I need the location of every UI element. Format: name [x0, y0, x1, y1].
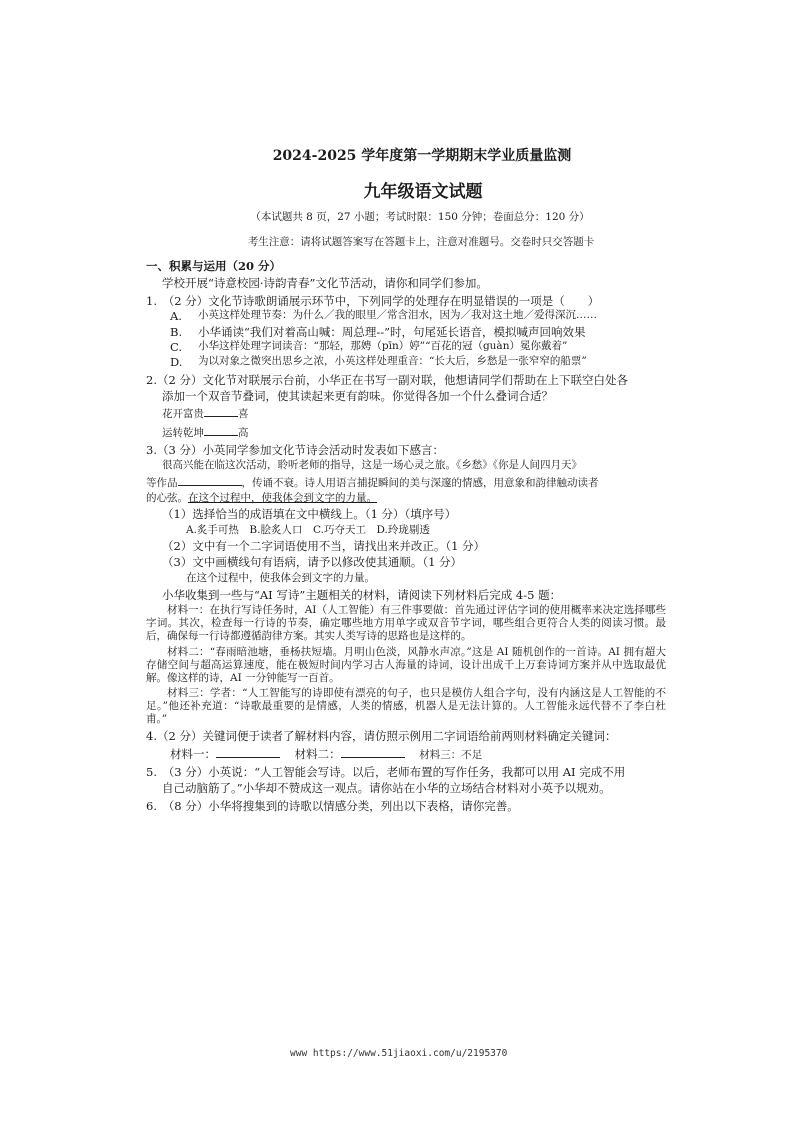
material-1: 材料一：在执行写诗任务时，AI（人工智能）有三件事要做：首先通过评估字词的使用概率来决定选择哪些字词。其次，检查每一行诗的节奏，确定哪些地方用单字或双音节字词，哪些组合更符合人类的阅读习惯。最后，确保每一行诗都遵循韵律方案。其实人类写诗的思路也是这样的。: [146, 604, 666, 643]
question-3-sub-3: （3）文中画横线句有语病，请予以修改使其通顺。（1 分）: [162, 555, 463, 570]
question-4-stem: 4.（2 分）关键词便于读者了解材料内容，请仿照示例用二字词语给前两则材料确定关键词：: [146, 729, 617, 744]
material-2: 材料二：“春雨暗池塘，垂杨扶短墙。月明山色淡，风静水声凉。”这是 AI 随机创作的一首诗。AI 拥有超大存储空间与超高运算速度，能在极短时间内学习古人海量的诗词，设计出成千上万套诗词方案并从中选取最优解。像这样的诗，AI 一分钟能写一百首。: [146, 645, 666, 684]
option-text: 小华这样处理字词读音：“那轻，那娉（pīn）婷”“百花的冠（guàn）冕你戴着”: [198, 339, 568, 352]
answer-blank[interactable]: [204, 405, 238, 417]
question-6-stem: 6. （8 分）小华将搜集到的诗歌以情感分类，列出以下表格，请你完善。: [146, 798, 519, 813]
answer-blank[interactable]: [216, 746, 280, 758]
material-3: 材料三：学者：“人工智能写的诗即使有漂亮的句子，也只是模仿人组合字句，没有内涵这是人工智能的不足。”他还补充道：“诗歌最重要的是情感，人类的情感，机器人是无法计算的。人工智能永远代替不了李白杜甫。”: [146, 686, 666, 726]
answer-blank[interactable]: [178, 474, 242, 486]
material-label: 材料三：不足: [419, 748, 483, 761]
question-3-sub-1: （1）选择恰当的成语填在文中横线上。（1 分）（填序号）: [162, 507, 457, 522]
question-2-stem-line1: 2.（2 分）文化节对联展示台前，小华正在书写一副对联，他想请同学们帮助在上下联空白处各: [146, 372, 628, 387]
answer-blank[interactable]: [341, 746, 405, 758]
section-heading: 一、积累与运用（20 分）: [146, 259, 282, 273]
option-key: D.: [170, 355, 183, 370]
underlined-sentence: 在这个过程中，使我体会到文字的力量。: [188, 492, 377, 505]
question-2-stem-line2: 添加一个双音节叠词，使其读起来更有韵味。你觉得各加一个什么叠词合适？: [162, 389, 553, 403]
question-5-line-1: 5. （3 分）小英说：“人工智能会写诗。以后，老师布置的写作任务，我都可以用 AI 完成不用: [146, 764, 626, 779]
speech-text: 的心弦。: [146, 492, 188, 505]
speech-line-1: 很高兴能在临这次活动，聆听老师的指导，这是一场心灵之旅。《乡愁》《你是人间四月天》: [162, 459, 582, 471]
couplet-text: 花开富贵: [162, 408, 204, 421]
section-intro: 学校开展“诗意校园·诗韵青春”文化节活动，请你和同学们参加。: [162, 276, 488, 291]
question-3-choices: A.炙手可热 B.脍炙人口 C.巧夺天工 D.玲珑剔透: [186, 523, 430, 536]
materials-intro: 小华收集到一些与“AI 写诗”主题相关的材料，请阅读下列材料后完成 4-5 题：: [162, 587, 562, 602]
speech-text: 等作品: [146, 477, 178, 490]
question-1-option-d: [146, 355, 666, 369]
question-1-option-c: [146, 340, 666, 354]
option-text: 为以对象之微突出思乡之浓，小英这样处理重音：“长大后，乡愁是一张窄窄的船票”: [198, 355, 587, 368]
question-1-stem: 1. （2 分）文化节诗歌朗诵展示环节中，下列同学的处理存在明显错误的一项是（ ）: [146, 293, 600, 308]
exam-subtitle: 九年级语文试题: [363, 181, 483, 202]
couplet-text: 喜: [238, 408, 249, 421]
couplet-line-2: [146, 424, 666, 440]
couplet-line-1: [146, 405, 666, 421]
option-key: C.: [170, 339, 183, 354]
exam-content: [146, 148, 666, 813]
exam-notice: 考生注意：请将试题答案写在答题卡上，注意对准题号。交卷时只交答题卡: [247, 235, 595, 248]
material-label: 材料一：: [170, 746, 216, 761]
question-3-stem: 3.（3 分）小英同学参加文化节诗会活动时发表如下感言：: [146, 442, 444, 457]
question-3-sub-3-sentence: 在这个过程中，使我体会到文字的力量。: [186, 571, 375, 584]
couplet-text: 高: [238, 426, 249, 439]
speech-line-2: [146, 474, 666, 490]
speech-line-3: [146, 492, 666, 505]
question-5-line-2: 自己动脑筋了。”小华却不赞成这一观点。请你站在小华的立场结合材料对小英予以规劝。: [162, 781, 611, 796]
option-text: 小华诵读“我们对着高山喊：周总理--”时，句尾延长语音，模拟喊声回响效果: [198, 324, 586, 339]
question-1-option-a: [146, 309, 666, 323]
couplet-text: 运转乾坤: [162, 426, 204, 439]
material-label: 材料二：: [294, 746, 341, 761]
question-4-answers: [146, 746, 666, 762]
footer-url[interactable]: www https://www.51jiaoxi.com/u/2195370: [290, 1048, 508, 1059]
option-text: 小英这样处理节奏：为什么／我的眼里／常含泪水，因为／我对这土地／爱得深沉……: [198, 309, 597, 322]
question-1-option-b: [146, 325, 666, 339]
answer-blank[interactable]: [204, 424, 238, 436]
option-key: B.: [170, 324, 183, 339]
exam-info: （本试题共 8 页，27 小题；考试时限：150 分钟；卷面总分：120 分）: [250, 210, 590, 223]
option-key: A.: [170, 309, 182, 324]
question-3-sub-2: （2）文中有一个二字词语使用不当，请找出来并改正。（1 分）: [162, 538, 486, 553]
exam-title: 2024-2025 学年度第一学期期末学业质量监测: [272, 148, 572, 164]
speech-text: ，传诵不衰。诗人用语言捕捉瞬间的美与深邃的情感，用意象和韵律触动读者: [241, 477, 599, 490]
